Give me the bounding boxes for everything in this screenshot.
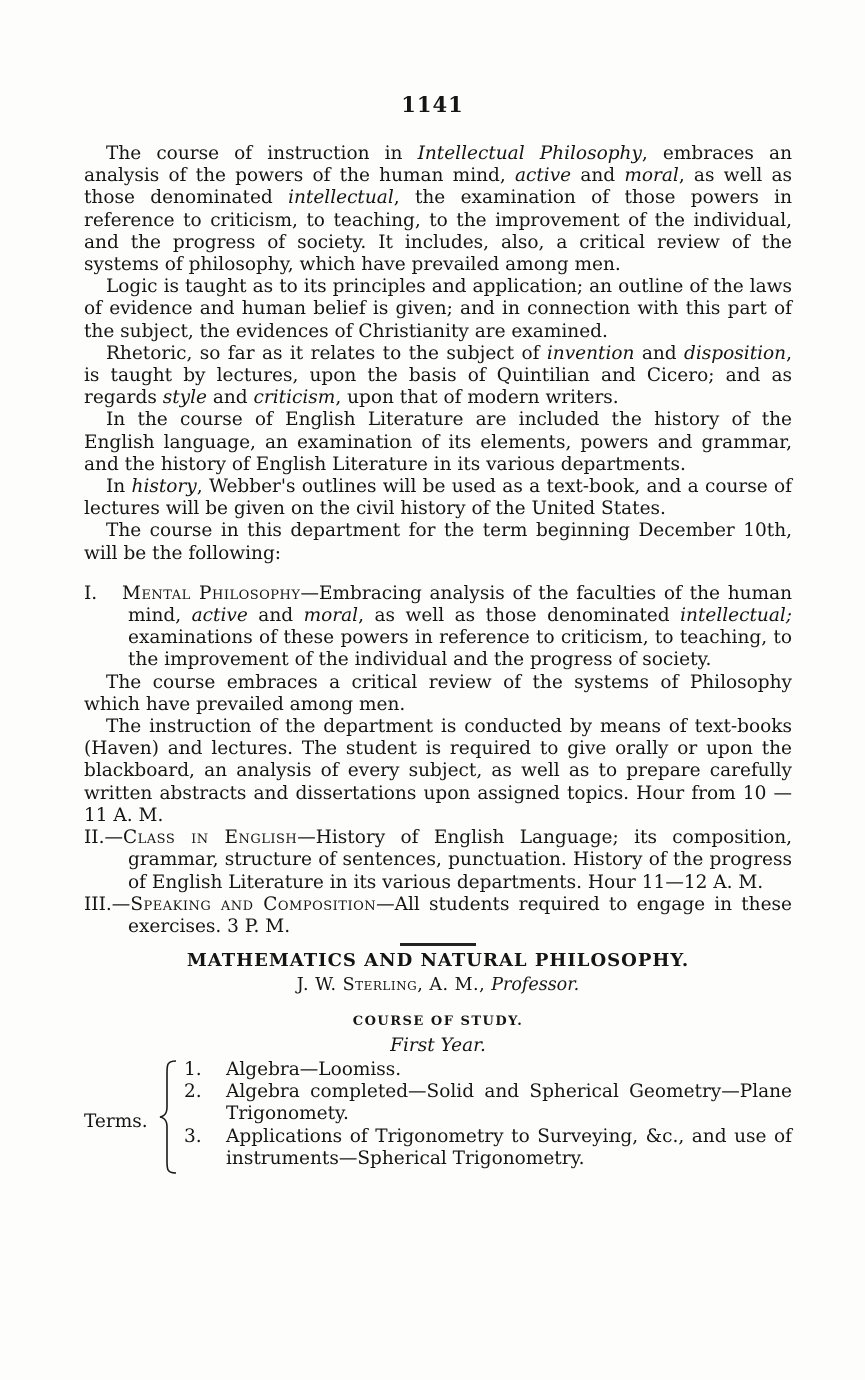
term-item	[184, 1126, 792, 1170]
item-number: I.	[84, 582, 98, 604]
italic-run: intellectual	[288, 187, 394, 209]
terms-list	[184, 1059, 792, 1170]
term-text: Algebra completed—Solid and Spherical Geometry—Plane Trigonomety.	[226, 1081, 792, 1125]
text-run: and	[571, 165, 625, 187]
professor-name: J. W. Sterling, A. M.,	[296, 975, 492, 996]
text-run: , as well as those denominated	[84, 165, 792, 209]
text-run: —Embracing analysis of the faculties of the human mind,	[128, 582, 793, 627]
paragraph-instruction-method: The instruction of the department is conducted by means of text-books (Haven) and lectures. The student is required to give orally or upon the blackboard, an analysis of every subject, as well as to prepare carefully written abstracts and dissertations upon assigned topics. Hour from 10 —11 A. M.	[84, 716, 792, 826]
page-number: 1141	[401, 92, 464, 117]
text-run: , embraces an analysis of the powers of the human mind,	[84, 143, 792, 187]
text-run: , Webber's outlines will be used as a text-book, and a course of lectures will be given on the civil history of the United States.	[84, 476, 792, 520]
item-mental-philosophy	[84, 583, 792, 672]
professor-line	[84, 974, 792, 996]
term-text: Algebra—Loomiss.	[226, 1058, 402, 1080]
section-divider	[400, 943, 476, 946]
brace-icon	[158, 1059, 180, 1175]
page-body	[84, 143, 792, 1179]
text-run: and	[247, 605, 304, 627]
term-item	[184, 1059, 792, 1081]
section-heading: MATHEMATICS AND NATURAL PHILOSOPHY.	[186, 950, 690, 972]
italic-run: history	[131, 476, 197, 498]
text-run: examinations of these powers in reference to criticism, to teaching, to the improvement of the individual and the progress of society.	[128, 627, 792, 671]
text-run: —All students required to engage in these exercises. 3 P. M.	[128, 893, 792, 937]
italic-run: criticism	[253, 387, 336, 409]
paragraph-english-literature: In the course of English Literature are included the history of the English language, an examination of its elements, powers and grammar, and the history of English Literature in its various departments.	[84, 409, 792, 475]
item-number: II.—	[84, 827, 123, 849]
italic-run: active	[191, 605, 248, 627]
term-number: 2.	[184, 1081, 202, 1103]
item-title: Mental Philosophy	[122, 582, 301, 604]
text-run: , as well as those denominated	[358, 605, 681, 627]
term-number: 1.	[184, 1058, 202, 1080]
paragraph-history	[84, 476, 792, 520]
italic-run: active	[514, 165, 572, 187]
italic-run: invention	[546, 342, 635, 364]
text-run: The course of instruction in	[106, 143, 418, 164]
course-of-study-heading: COURSE OF STUDY.	[352, 1013, 524, 1029]
item-class-in-english	[84, 827, 792, 894]
terms-block	[84, 1059, 792, 1179]
paragraph-rhetoric	[84, 343, 792, 410]
italic-run: Intellectual Philosophy	[417, 143, 642, 164]
italic-run: intellectual;	[680, 605, 792, 627]
term-text: Applications of Trigonometry to Surveying, &c., and use of instruments—Spherical Trigonometry.	[226, 1125, 792, 1169]
term-number: 3.	[184, 1125, 202, 1147]
term-item	[184, 1081, 792, 1125]
paragraph-term-intro: The course in this department for the term beginning December 10th, will be the following:	[84, 520, 792, 564]
text-run: and	[206, 387, 254, 409]
item-title: Class in English	[123, 827, 298, 849]
terms-label: Terms.	[84, 1110, 148, 1132]
text-run: Rhetoric, so far as it relates to the subject of	[106, 342, 547, 364]
italic-run: disposition	[684, 342, 787, 364]
text-run: and	[634, 342, 685, 364]
paragraph-logic: Logic is taught as to its principles and application; an outline of the laws of evidence and human belief is given; and in connection with this part of the subject, the evidences of Christianity are examined.	[84, 276, 792, 342]
italic-run: moral	[303, 605, 359, 627]
item-speaking-composition	[84, 894, 792, 938]
paragraph-intellectual-philosophy	[84, 143, 792, 276]
professor-title: Professor.	[491, 975, 580, 996]
text-run: —History of English Language; its composition, grammar, structure of sentences, punctuation. History of the progress of English Literature in its various departments. Hour 11—12 A. M.	[128, 827, 792, 893]
item-number: III.—	[84, 893, 131, 915]
text-run: , upon that of modern writers.	[335, 387, 619, 409]
italic-run: moral	[624, 165, 679, 187]
text-run: , is taught by lectures, upon the basis of Quintilian and Cicero; and as regards	[84, 342, 792, 409]
year-heading: First Year.	[390, 1034, 486, 1056]
text-run: , the examination of those powers in reference to criticism, to teaching, to the improvement of the individual, and the progress of society. It includes, also, a critical review of the systems of philosophy, which have prevailed among men.	[84, 187, 792, 276]
italic-run: style	[162, 387, 207, 409]
text-run: In	[106, 476, 132, 498]
paragraph-critical-review: The course embraces a critical review of the systems of Philosophy which have prevailed among men.	[84, 671, 792, 715]
item-title: Speaking and Composition	[130, 893, 377, 915]
